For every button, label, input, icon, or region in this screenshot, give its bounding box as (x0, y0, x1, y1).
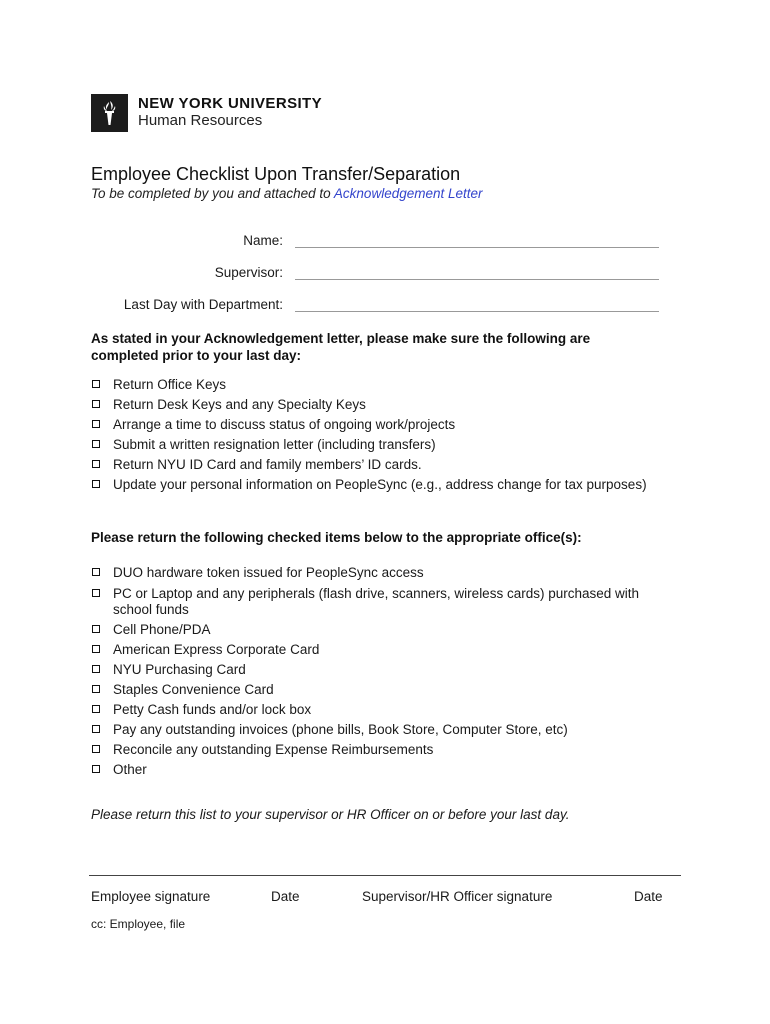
checkbox[interactable] (92, 420, 100, 428)
subtitle-text: To be completed by you and attached to (91, 186, 334, 201)
logo-department-name: Human Resources (138, 112, 263, 129)
checkbox[interactable] (92, 568, 100, 576)
section2-checklist (91, 565, 661, 778)
checklist-item: Return Desk Keys and any Specialty Keys (91, 397, 661, 413)
checkbox[interactable] (92, 665, 100, 673)
name-field (91, 233, 659, 251)
last-day-field (91, 297, 659, 315)
checkbox[interactable] (92, 645, 100, 653)
checkbox[interactable] (92, 460, 100, 468)
signature-divider (89, 875, 681, 876)
page-title: Employee Checklist Upon Transfer/Separation (91, 164, 461, 184)
torch-icon (91, 94, 128, 132)
checklist-item: Reconcile any outstanding Expense Reimbursements (91, 742, 661, 758)
checklist-item: DUO hardware token issued for PeopleSync access (91, 565, 661, 581)
checkbox[interactable] (92, 440, 100, 448)
checklist-item: PC or Laptop and any peripherals (flash drive, scanners, wireless cards) purchased with school funds (91, 586, 661, 618)
supervisor-date-label: Date (634, 889, 663, 904)
checklist-item: Cell Phone/PDA (91, 622, 661, 638)
name-label: Name: (243, 233, 283, 248)
name-input-line[interactable] (295, 247, 659, 248)
checklist-item: American Express Corporate Card (91, 642, 661, 658)
checklist-item: Staples Convenience Card (91, 682, 661, 698)
checklist-item: NYU Purchasing Card (91, 662, 661, 678)
section1-intro: As stated in your Acknowledgement letter, please make sure the following are completed prior to your last day: (91, 331, 591, 363)
nyu-logo (91, 94, 322, 132)
supervisor-label: Supervisor: (214, 265, 283, 280)
checkbox[interactable] (92, 745, 100, 753)
logo-university-name: NEW YORK UNIVERSITY (138, 95, 323, 112)
checkbox[interactable] (92, 380, 100, 388)
checkbox[interactable] (92, 589, 100, 597)
employee-signature-label: Employee signature (91, 889, 211, 904)
employee-date-label: Date (271, 889, 300, 904)
last-day-label: Last Day with Department: (123, 297, 283, 312)
checklist-item: Petty Cash funds and/or lock box (91, 702, 661, 718)
checkbox[interactable] (92, 480, 100, 488)
checklist-item: Return Office Keys (91, 377, 661, 393)
checklist-item: Submit a written resignation letter (including transfers) (91, 437, 661, 453)
checkbox[interactable] (92, 705, 100, 713)
section2-intro: Please return the following checked items below to the appropriate office(s): (91, 530, 582, 545)
checklist-item: Arrange a time to discuss status of ongoing work/projects (91, 417, 661, 433)
cc-line: cc: Employee, file (91, 917, 186, 931)
supervisor-field (91, 265, 659, 283)
checkbox[interactable] (92, 765, 100, 773)
checkbox[interactable] (92, 400, 100, 408)
section1-checklist (91, 377, 661, 493)
subtitle (91, 186, 483, 201)
last-day-input-line[interactable] (295, 311, 659, 312)
closing-note: Please return this list to your supervisor or HR Officer on or before your last day. (91, 807, 570, 822)
checklist-item: Pay any outstanding invoices (phone bills, Book Store, Computer Store, etc) (91, 722, 661, 738)
acknowledgement-letter-link[interactable]: Acknowledgement Letter (333, 186, 483, 201)
supervisor-signature-label: Supervisor/HR Officer signature (362, 889, 553, 904)
checkbox[interactable] (92, 685, 100, 693)
checklist-item: Return NYU ID Card and family members’ ID cards. (91, 457, 661, 473)
checklist-item: Update your personal information on PeopleSync (e.g., address change for tax purposes) (91, 477, 661, 493)
checklist-item: Other (91, 762, 661, 778)
checkbox[interactable] (92, 625, 100, 633)
checkbox[interactable] (92, 725, 100, 733)
supervisor-input-line[interactable] (295, 279, 659, 280)
